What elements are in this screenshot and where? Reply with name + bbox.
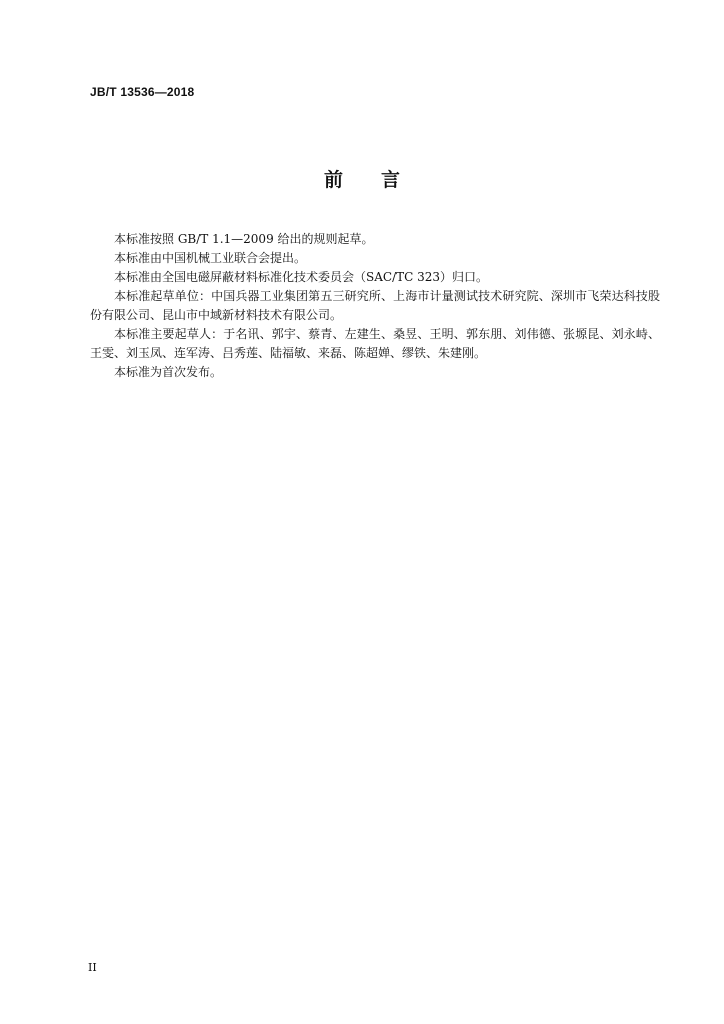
page-title: 前言 (323, 169, 438, 191)
page-number: II (88, 961, 97, 974)
paragraph-committee: 本标准由全国电磁屏蔽材料标准化技术委员会（SAC/TC 323）归口。 (114, 270, 489, 284)
paragraph-drafters: 本标准主要起草人：于名讯、郭宇、蔡青、左建生、桑昱、王明、郭东朋、刘伟德、张塬昆、刘永峙、王雯、刘玉凤、连军涛、吕秀莲、陆福敏、来磊、陈超婵、缪铁、朱建刚。 (90, 327, 660, 360)
paragraph-first-release: 本标准为首次发布。 (114, 365, 223, 379)
paragraph-drafting-units: 本标准起草单位：中国兵器工业集团第五三研究所、上海市计量测试技术研究院、深圳市飞荣达科技股份有限公司、昆山市中域新材料技术有限公司。 (90, 289, 660, 322)
standard-code: JB/T 13536—2018 (90, 85, 195, 99)
paragraph-drafting-rules: 本标准按照 GB/T 1.1—2009 给出的规则起草。 (114, 232, 374, 246)
paragraph-proposer: 本标准由中国机械工业联合会提出。 (114, 251, 307, 265)
foreword-body (90, 230, 660, 382)
